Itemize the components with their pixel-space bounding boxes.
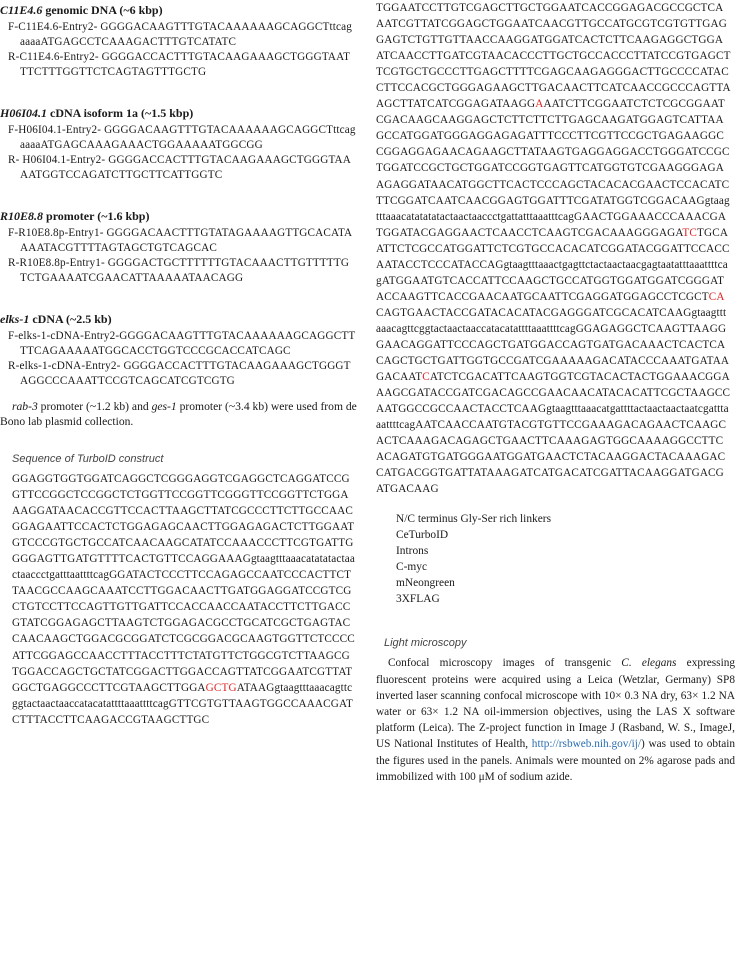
plasmid-note: rab-3 promoter (~1.2 kb) and ges-1 promoter (~3.4 kb) were used from de Bono lab plasmid collection.: [0, 400, 357, 428]
elks-primer-block: [0, 312, 360, 389]
left-column: [0, 0, 360, 728]
c11-forward-primer: F-C11E4.6-Entry2- GGGGACAAGTTTGTACAAAAAAGCAGGCTttcagaaaaATGAGCCTCAAAGACTTTGTCATATC: [8, 21, 352, 48]
highlight-codon-5: C: [422, 371, 430, 384]
legend-item: N/C terminus Gly-Ser rich linkers: [396, 513, 552, 526]
elks-forward-primer: F-elks-1-cDNA-Entry2-GGGGACAAGTTTGTACAAAAAAGCAGGCTTTTCAGAAAAATGGCACCTGGTCCCGCACCATCAGC: [8, 330, 356, 357]
h06-forward-primer: F-H06I04.1-Entry2- GGGGACAAGTTTGTACAAAAAAGCAGGCTttcagaaaaATGAGCAAAGAAACTGGAAAAATGGCGG: [8, 124, 356, 151]
highlight-codon-3: TC: [682, 226, 698, 239]
light-microscopy-paragraph: Confocal microscopy images of transgenic C. elegans expressing fluorescent proteins were acquired using a Leica (Wetzlar, Germany) SP8 inverted laser scanning confocal microscope with 10× 0.3 NA dry, 63× 1.2 NA water or 63× 1.2 NA oil-immersion objectives, using the LAS X software platform (Leica). The Z-project function in Image J (Rasband, W. S., ImageJ, US National Institutes of Health, http://rsbweb.nih.gov/ij/) was used to obtain the figures used in the panels. Animals were mounted on 2% agarose pads and immobilized with 100 μM of sodium azide.: [376, 657, 735, 783]
r10-heading: R10E8.8 promoter (~1.6 kbp): [0, 209, 150, 223]
legend-item: Introns: [396, 545, 429, 558]
legend-item: C-myc: [396, 561, 428, 574]
turboid-sequence-right: TGGAATCCTTGTCGAGCTTGCTGGAATCACCGGAGACGCCGCTCAAATCGTTATCGGAGCTGGAATCAACGTTGCCATGCGTCGTGTTGAGGAGTCTGTTGTTAACCAAGGATGGATCACTCTTCAAGAGGCTGGAATCAACCTTGATCGTAACACCCTTGCTGCCACCCTTATCCGTGAGCTTCGTGCTGCCCTTGAGCTTTTCGAGCAAGAGGGACTTGCCCCATACCTTCCACGCTGGGAGAAGCTTGACAACTTCATCAACCGCCCAGTTAAGCTTATCATCGGAGATAAGGAAATCTTCGGAATCTCTCGCGGAATCGACAAGCAAGGAGCTCTTCTTCTTGAGCAAGATGGAGTCATTAAGCCATGGATGGGAGGAGAGATTTCCCTTCGTTCCGCTGAGAAGGCCGGAGGAGAACAGAAGCTTATAAGTGAGGAGGACCTGGGATCCGCTGGATCCGCTGCTGGATCCGGTGAGTTCATGGTGTCGAAGGGAGAAGAGGATAACATGGCTTCACTCCCAGCTACACACGAACTCCACATCTTCGGATCAATCAACGGAGTGGATTTCGATATGGTCGGACAAGgtaagtttaaacatatatatactaactaaccctgattatttaaatttcagGAACTGGAAACCCAAACGATGGATACGAGGAACTCAACCTCAAGTCGACAAAGGGAGATCTGCAATTCTCGCCATGGATTCTCGTGCCACACATCGGATACGGATTCCACCAATACCTCCCATACCAGgtaagtttaaactgagttctactaactaacgagtaatatttaaattttcagATGGAATGTCACCATTCCAAGCTGCCATGGTGGATGGATCGGGATACCAAGTTCACCGAACAATGCAATTCGAGGATGGAGCCTCGCTCACAGTGAACTACCGATACACATACGAGGGATCGCACATCAAGgtaagtttaaacagttcggtactaactaaccatacatattttaaattttcagGGAGAGGCTCAAGTTAAGGGAACAGGATTCCCAGCTGATGGACCAGTGATGACAAACTCACTCACAGCTGCTGATTGGTGCCGATCGAAAAAGACATACCCAAATGATAAGACAATCATCTCGACATTCAAGTGGTCGTACACTACTGGAAACGGAAAGCGATACCGATCGACAGCCGAACAACATACACATTCGCTAAGCCAATGGCCGCCAACTACCTCAAGgtaagtttaaacatgattttactaactaactaatcgatttaaattttcagAATCAACCAATGTACGTGTTCCGAAAGACAGAACTCAAGCACTCAAAGACAGAGCTGAACTTCAAAGAGTGGCAAAAGGCCTTCACAGATGTGATGGGAATGGATGAACTCTACAAGGACTACAAAGACCATGACGGTGATTATAAAGATCATGACATCGATTACAAGGATGACGATGACAAG: [376, 2, 731, 496]
h06-primer-block: [0, 106, 360, 183]
h06-heading: H06I04.1 cDNA isoform 1a (~1.5 kbp): [0, 106, 194, 120]
elks-heading: elks-1 cDNA (~2.5 kb): [0, 312, 112, 326]
c11-heading: C11E4.6 genomic DNA (~6 kbp): [0, 3, 163, 17]
right-column: [376, 0, 735, 785]
highlight-codon-1: GCTG: [205, 681, 237, 694]
elks-reverse-primer: R-elks-1-cDNA-Entry2- GGGGACCACTTTGTACAAGAAAGCTGGGTAGGCCCAAATTCCGTCAGCATCGTCGTG: [8, 360, 351, 387]
c11-reverse-primer: R-C11E4.6-Entry2- GGGGACCACTTTGTACAAGAAAGCTGGGTAATTTCTTTGGTTCTCAGTAGTTTGCTG: [8, 51, 351, 78]
highlight-codon-4: CA: [708, 290, 725, 303]
h06-reverse-primer: R- H06I04.1-Entry2- GGGGACCACTTTGTACAAGAAAGCTGGGTAAAATGGTCCAGATCTTGCTTCATTGGTC: [8, 154, 352, 181]
turboid-sequence-heading: Sequence of TurboID construct: [12, 453, 164, 465]
r10-forward-primer: F-R10E8.8p-Entry1- GGGGACAACTTTGTATAGAAAAGTTGCACATAAAATACGTTTTAGTAGCTGTCAGCAC: [8, 227, 353, 254]
sequence-legend: [396, 511, 735, 607]
r10-reverse-primer: R-R10E8.8p-Entry1- GGGGACTGCTTTTTTGTACAAACTTGTTTTTGTCTGAAAATCGAACATTAAAAATAACAGG: [8, 257, 350, 284]
r10-primer-block: [0, 209, 360, 286]
light-microscopy-heading: Light microscopy: [384, 637, 467, 650]
c11-primer-block: [0, 3, 360, 80]
highlight-codon-2: A: [535, 98, 544, 111]
legend-item: 3XFLAG: [396, 593, 440, 606]
legend-item: mNeongreen: [396, 577, 455, 590]
turboid-sequence-left: GGAGGTGGTGGATCAGGCTCGGGAGGTCGAGGCTCAGGATCCGGTTCCGGCTCCGGCTCTGGTTCCGGTTCGGGTTCCGGTTCTGGAAAGGATAACACCGTTCCACTTAAGCTTATCGCCCTTCTTGCCAACGGAGAATTCCACTCTGGAGAGCAACTTGGAGAGACTCTTGGAATGTCCCGTGCTGCCATCAACAAGCATATCCAAACCCTTCGTGATTGGGGAGTTGATGTTTTCACTGTTCCAGGAAAGgtaagtttaaacatatatactaactaaccctgatttaattttcagGGATACTCCCTTCCAGAGCCAATCCCACTTCTTAACGCCAAGCAAATCCTTGGACAACTTGATGGAGGATCCGTCGCTGTCCTTCCAGTTGTTGATTCCACCAACCAATACCTTCTTGACCGTATCGGAGAGCTTAAGTCTGGAGACGCCTGCATCGCTGAGTACCAACAAGCTGGACGCGGATCTCGCGGACGCAAGTGGTTCTCCCCATTCGGAGCCAACCTTTACCTTTCTATGTTCTGGCGTCTTAAGCGTGGACCAGCTGCTATCGGACTTGGACCAGTTATCGGAATCGTTATGGCTGAGGCCCTTCGTAAGCTTGGAGCTGATAAGgtaagtttaaacagttcggtactaactaaccatacatattttaaattttcagGTTCGTGTTAAGTGGCCAAACGATCTTTACCTTCAAGACCGTAAGCTTGC: [12, 473, 355, 726]
imagej-link[interactable]: http://rsbweb.nih.gov/ij/: [531, 738, 641, 751]
legend-item: CeTurboID: [396, 529, 449, 542]
